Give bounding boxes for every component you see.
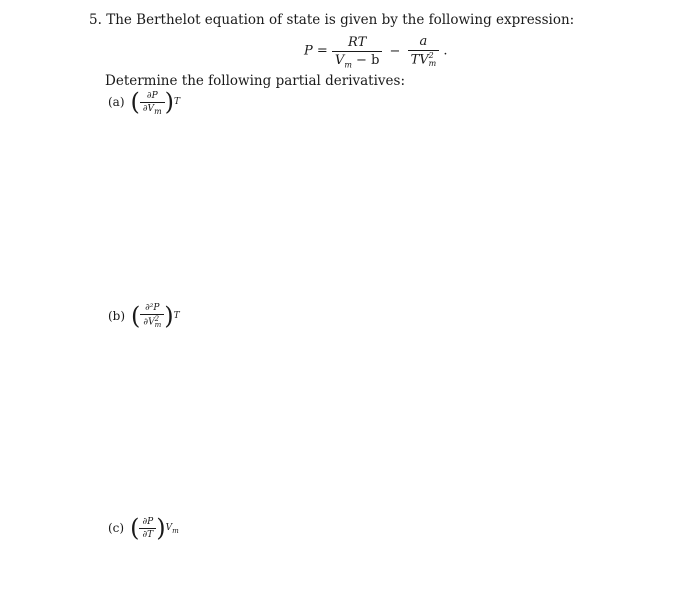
partial-derivative-fraction: ∂²P ∂V 2 m <box>140 303 164 328</box>
equation-period: . <box>443 43 448 59</box>
fraction-denominator: TV 2 m <box>410 51 437 68</box>
part-label: (a) <box>108 95 125 109</box>
equation-lhs: P = <box>304 43 328 59</box>
part-b: (b) ( ∂²P ∂V 2 m ) T <box>108 301 180 330</box>
berthelot-equation <box>304 34 448 68</box>
fraction-rt-over-vm-minus-b <box>332 35 382 68</box>
problem-number: 5. <box>89 12 102 28</box>
part-c: (c) ( $\frac{\partial P}{\partial T}$ ) $V_m$ <box>108 514 179 542</box>
problem-text: The Berthelot equation of state is given by the following expression: <box>106 12 575 28</box>
fraction-numerator: a <box>419 34 428 49</box>
fraction-numerator: RT <box>348 34 367 50</box>
held-constant: T <box>174 97 181 107</box>
minus-sign: − <box>389 43 401 59</box>
fraction-a-over-tvm2 <box>408 34 440 68</box>
fraction-denominator: $V_m - b$ <box>334 52 380 70</box>
held-constant: $V_m$ <box>165 523 179 535</box>
part-label: (b) <box>108 308 126 323</box>
partial-derivative-fraction: $\frac{\partial P}{\partial T}$ <box>139 517 156 540</box>
part-label: (c) <box>108 521 125 535</box>
part-a: (a) ( $\frac{\partial P}{\partial V_m}$ ) T <box>108 88 181 116</box>
partial-derivative-fraction: $\frac{\partial P}{\partial V_m}$ <box>140 91 165 114</box>
problem-statement <box>89 12 574 28</box>
held-constant: T <box>173 310 180 321</box>
instruction-text: Determine the following partial derivatives: <box>105 73 406 89</box>
